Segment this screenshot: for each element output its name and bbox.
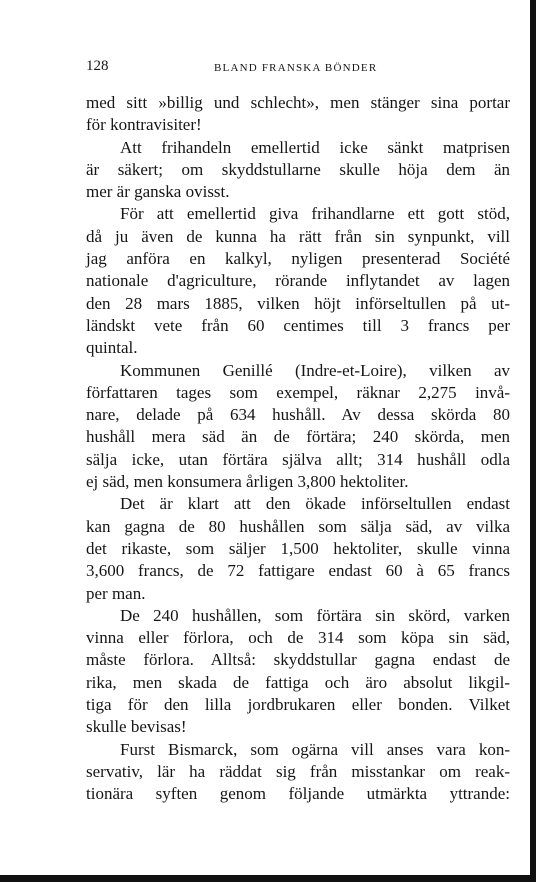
paragraph xyxy=(86,605,510,739)
text-line: tiga för den lilla jordbrukaren eller bonden. Vilket xyxy=(86,695,510,715)
paragraph xyxy=(86,360,510,494)
paragraph xyxy=(86,137,510,204)
text-line: rika, men skada de fattiga och äro absolut likgil- xyxy=(86,672,510,692)
text-line: nare, delade på 634 hushåll. Av dessa skörda 80 xyxy=(86,405,510,425)
text-line: då ju även de kunna ha rätt från sin synpunkt, vill xyxy=(86,226,510,246)
text-line: ländskt vete från 60 centimes till 3 francs per xyxy=(86,315,510,335)
running-head: BLAND FRANSKA BÖNDER xyxy=(214,62,378,74)
text-line: nationale d'agriculture, rörande inflytandet av lagen xyxy=(86,271,510,291)
page-edge-bottom xyxy=(0,875,536,882)
text-line: med sitt »billig und schlecht», men stänger sina portar xyxy=(86,93,510,112)
text-line: Att frihandeln emellertid icke sänkt matprisen xyxy=(120,137,510,157)
text-line: De 240 hushållen, som förtära sin skörd, varken xyxy=(120,605,510,625)
text-line: per man. xyxy=(86,583,146,603)
paragraph xyxy=(86,203,510,359)
text-line: ej säd, men konsumera årligen 3,800 hektoliter. xyxy=(86,472,409,492)
text-line: Kommunen Genillé (Indre-et-Loire), vilken av xyxy=(120,360,510,380)
paragraph xyxy=(86,493,510,604)
text-line: Furst Bismarck, som ogärna vill anses vara kon- xyxy=(120,739,510,759)
page-header xyxy=(86,58,506,80)
text-line: jag anföra en kalkyl, nyligen presenterad Société xyxy=(86,249,510,269)
text-line: quintal. xyxy=(86,338,138,358)
text-line: hushåll mera säd än de förtära; 240 skörda, men xyxy=(86,427,510,447)
text-line: sälja icke, utan förtära själva allt; 314 hushåll odla xyxy=(86,449,510,469)
text-line: tionära syften genom följande utmärkta yttrande: xyxy=(86,784,510,804)
text-line: skulle bevisas! xyxy=(86,717,187,737)
page-number: 128 xyxy=(86,58,109,74)
text-line: för kontravisiter! xyxy=(86,115,202,135)
text-line: är säkert; om skyddstullarne skulle höja dem än xyxy=(86,159,510,179)
text-line: servativ, lär ha räddat sig från misstankar om reak- xyxy=(86,761,510,781)
paragraph xyxy=(86,92,510,137)
text-line: vinna eller förlora, och de 314 som köpa sin säd, xyxy=(86,628,510,648)
text-line: författaren tages som exempel, räknar 2,275 invå- xyxy=(86,382,510,402)
text-line: 3,600 francs, de 72 fattigare endast 60 à 65 francs xyxy=(86,561,510,581)
text-line: För att emellertid giva frihandlarne ett gott stöd, xyxy=(120,204,510,224)
text-line: kan gagna de 80 hushållen som sälja säd, av vilka xyxy=(86,516,510,536)
text-line: måste förlora. Alltså: skyddstullar gagna endast de xyxy=(86,650,510,670)
text-line: Det är klart att den ökade införseltullen endast xyxy=(120,494,510,514)
text-line: det rikaste, som säljer 1,500 hektoliter, skulle vinna xyxy=(86,538,510,558)
page-edge-right xyxy=(530,0,536,882)
body-text xyxy=(86,92,510,806)
text-line: den 28 mars 1885, vilken höjt införseltullen på ut- xyxy=(86,293,510,313)
text-line: mer är ganska ovisst. xyxy=(86,182,230,202)
paragraph xyxy=(86,739,510,806)
